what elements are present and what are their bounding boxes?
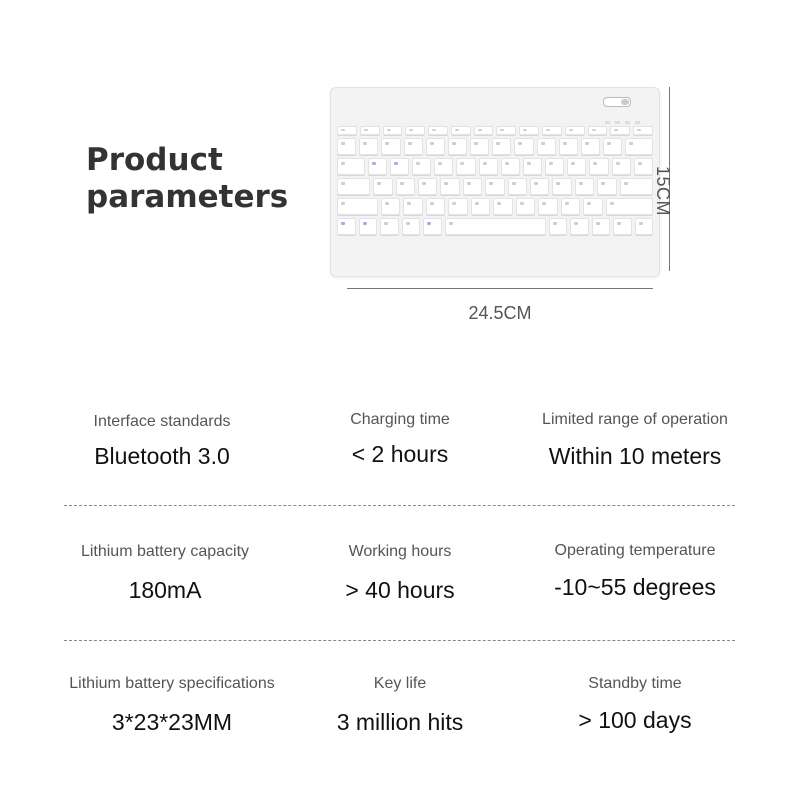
param-label: Interface standards [93,413,231,430]
title-line-2: parameters [86,179,289,215]
param-standby-time [510,675,760,734]
keyboard-row-numbers [337,138,653,155]
param-value: -10~55 degrees [554,574,716,600]
keyboard-row-space [337,218,653,235]
param-key-life [275,675,525,736]
param-working-hours [275,543,525,604]
height-dimension-label: 15CM [653,166,673,217]
param-range-of-operation [510,411,760,470]
row-divider [64,505,735,506]
indicator-lights-icon [605,111,651,117]
keyboard-row-home-letters [337,178,653,195]
param-value: 3 million hits [336,709,464,735]
param-value: > 100 days [578,707,692,733]
param-value: 3*23*23MM [111,709,233,735]
param-battery-specifications [47,675,297,736]
param-value: > 40 hours [345,577,455,603]
param-value: Bluetooth 3.0 [94,443,230,469]
param-label: Key life [373,675,427,692]
param-label: Lithium battery capacity [80,543,250,560]
param-value: Within 10 meters [548,443,722,469]
title-line-1: Product [86,142,223,178]
param-label: Standby time [588,675,682,692]
width-dimension-line [347,288,653,289]
param-charging-time [275,411,525,468]
param-label: Limited range of operation [542,411,728,428]
row-divider [64,640,735,641]
keyboard-row-bottom-letters [337,198,653,215]
param-battery-capacity [40,543,290,604]
keyboard-top-panel [331,88,659,122]
param-label: Lithium battery specifications [69,675,275,692]
keyboard-row-top-letters [337,158,653,175]
param-label: Charging time [350,411,450,428]
page-title [86,142,288,216]
param-operating-temperature [510,542,760,601]
keyboard-image [330,87,660,277]
param-label: Working hours [348,543,452,560]
param-label: Operating temperature [554,542,716,559]
param-value: 180mA [128,577,202,603]
keyboard-keys [337,126,653,238]
param-value: < 2 hours [351,441,449,467]
keyboard-row-function [337,126,653,135]
param-interface-standards [37,413,287,470]
power-switch-icon [603,97,631,107]
width-dimension-label: 24.5CM [468,303,532,323]
